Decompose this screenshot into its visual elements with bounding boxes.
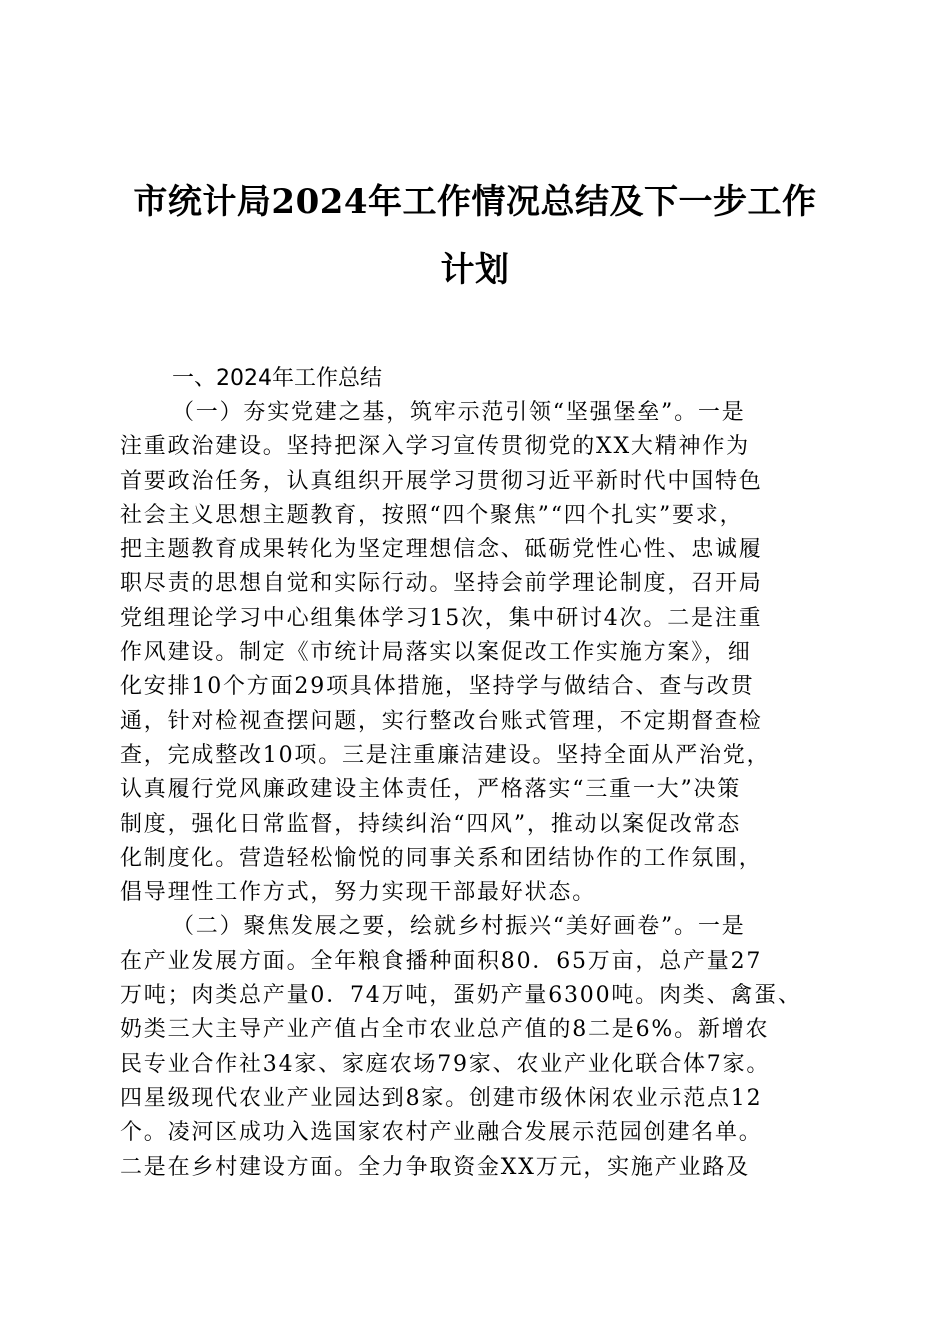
paragraph-line: 在产业发展方面。全年粮食播种面积80．65万亩，总产量27 <box>120 948 763 974</box>
paragraph-line: 倡导理性工作方式，努力实现干部最好状态。 <box>120 880 597 906</box>
paragraph-line: 化安排10个方面29项具体措施，坚持学与做结合、查与改贯 <box>120 674 755 700</box>
document-body <box>120 396 830 1185</box>
paragraph-line: 二是在乡村建设方面。全力争取资金XX万元，实施产业路及 <box>120 1154 750 1180</box>
paragraph-line: 万吨；肉类总产量0．74万吨，蛋奶产量6300吨。肉类、禽蛋、 <box>120 983 802 1009</box>
paragraph-line: 注重政治建设。坚持把深入学习宣传贯彻党的XX大精神作为 <box>120 434 750 460</box>
paragraph-line: 奶类三大主导产业产值占全市农业总产值的8二是6%。新增农 <box>120 1017 770 1043</box>
paragraph-line: 作风建设。制定《市统计局落实以案促改工作实施方案》，细 <box>120 640 752 666</box>
document-title <box>100 168 850 304</box>
paragraph-line: 制度，强化日常监督，持续纠治“四风”，推动以案促改常态 <box>120 811 742 837</box>
paragraph-line: 四星级现代农业产业园达到8家。创建市级休闲农业示范点12 <box>120 1085 763 1111</box>
paragraph-line: 把主题教育成果转化为坚定理想信念、砥砺党性心性、忠诚履 <box>120 537 763 563</box>
section-heading: 一、2024年工作总结 <box>172 366 382 391</box>
paragraph-line: 认真履行党风廉政建设主体责任，严格落实“三重一大”决策 <box>120 777 742 803</box>
paragraph-line: 查，完成整改10项。三是注重廉洁建设。坚持全面从严治党， <box>120 742 771 768</box>
paragraph-line: 职尽责的思想自觉和实际行动。坚持会前学理论制度，召开局 <box>120 571 763 597</box>
paragraph-line: 化制度化。营造轻松愉悦的同事关系和团结协作的工作氛围， <box>120 845 763 871</box>
title-line-2: 计划 <box>440 250 510 290</box>
paragraph-line: 党组理论学习中心组集体学习15次，集中研讨4次。二是注重 <box>120 605 763 631</box>
title-line-1: 市统计局2024年工作情况总结及下一步工作 <box>133 182 817 222</box>
paragraph-line: 通，针对检视查摆问题，实行整改台账式管理，不定期督查检 <box>120 708 763 734</box>
paragraph-line: （二）聚焦发展之要，绘就乡村振兴“美好画卷”。一是 <box>172 914 746 940</box>
paragraph-line: 民专业合作社34家、家庭农场79家、农业产业化联合体7家。 <box>120 1051 771 1077</box>
paragraph-line: 个。凌河区成功入选国家农村产业融合发展示范园创建名单。 <box>120 1120 763 1146</box>
paragraph-line: （一）夯实党建之基，筑牢示范引领“坚强堡垒”。一是 <box>172 400 746 425</box>
paragraph-line: 首要政治任务，认真组织开展学习贯彻习近平新时代中国特色 <box>120 468 763 494</box>
paragraph-line: 社会主义思想主题教育，按照“四个聚焦”“四个扎实”要求， <box>120 502 744 528</box>
